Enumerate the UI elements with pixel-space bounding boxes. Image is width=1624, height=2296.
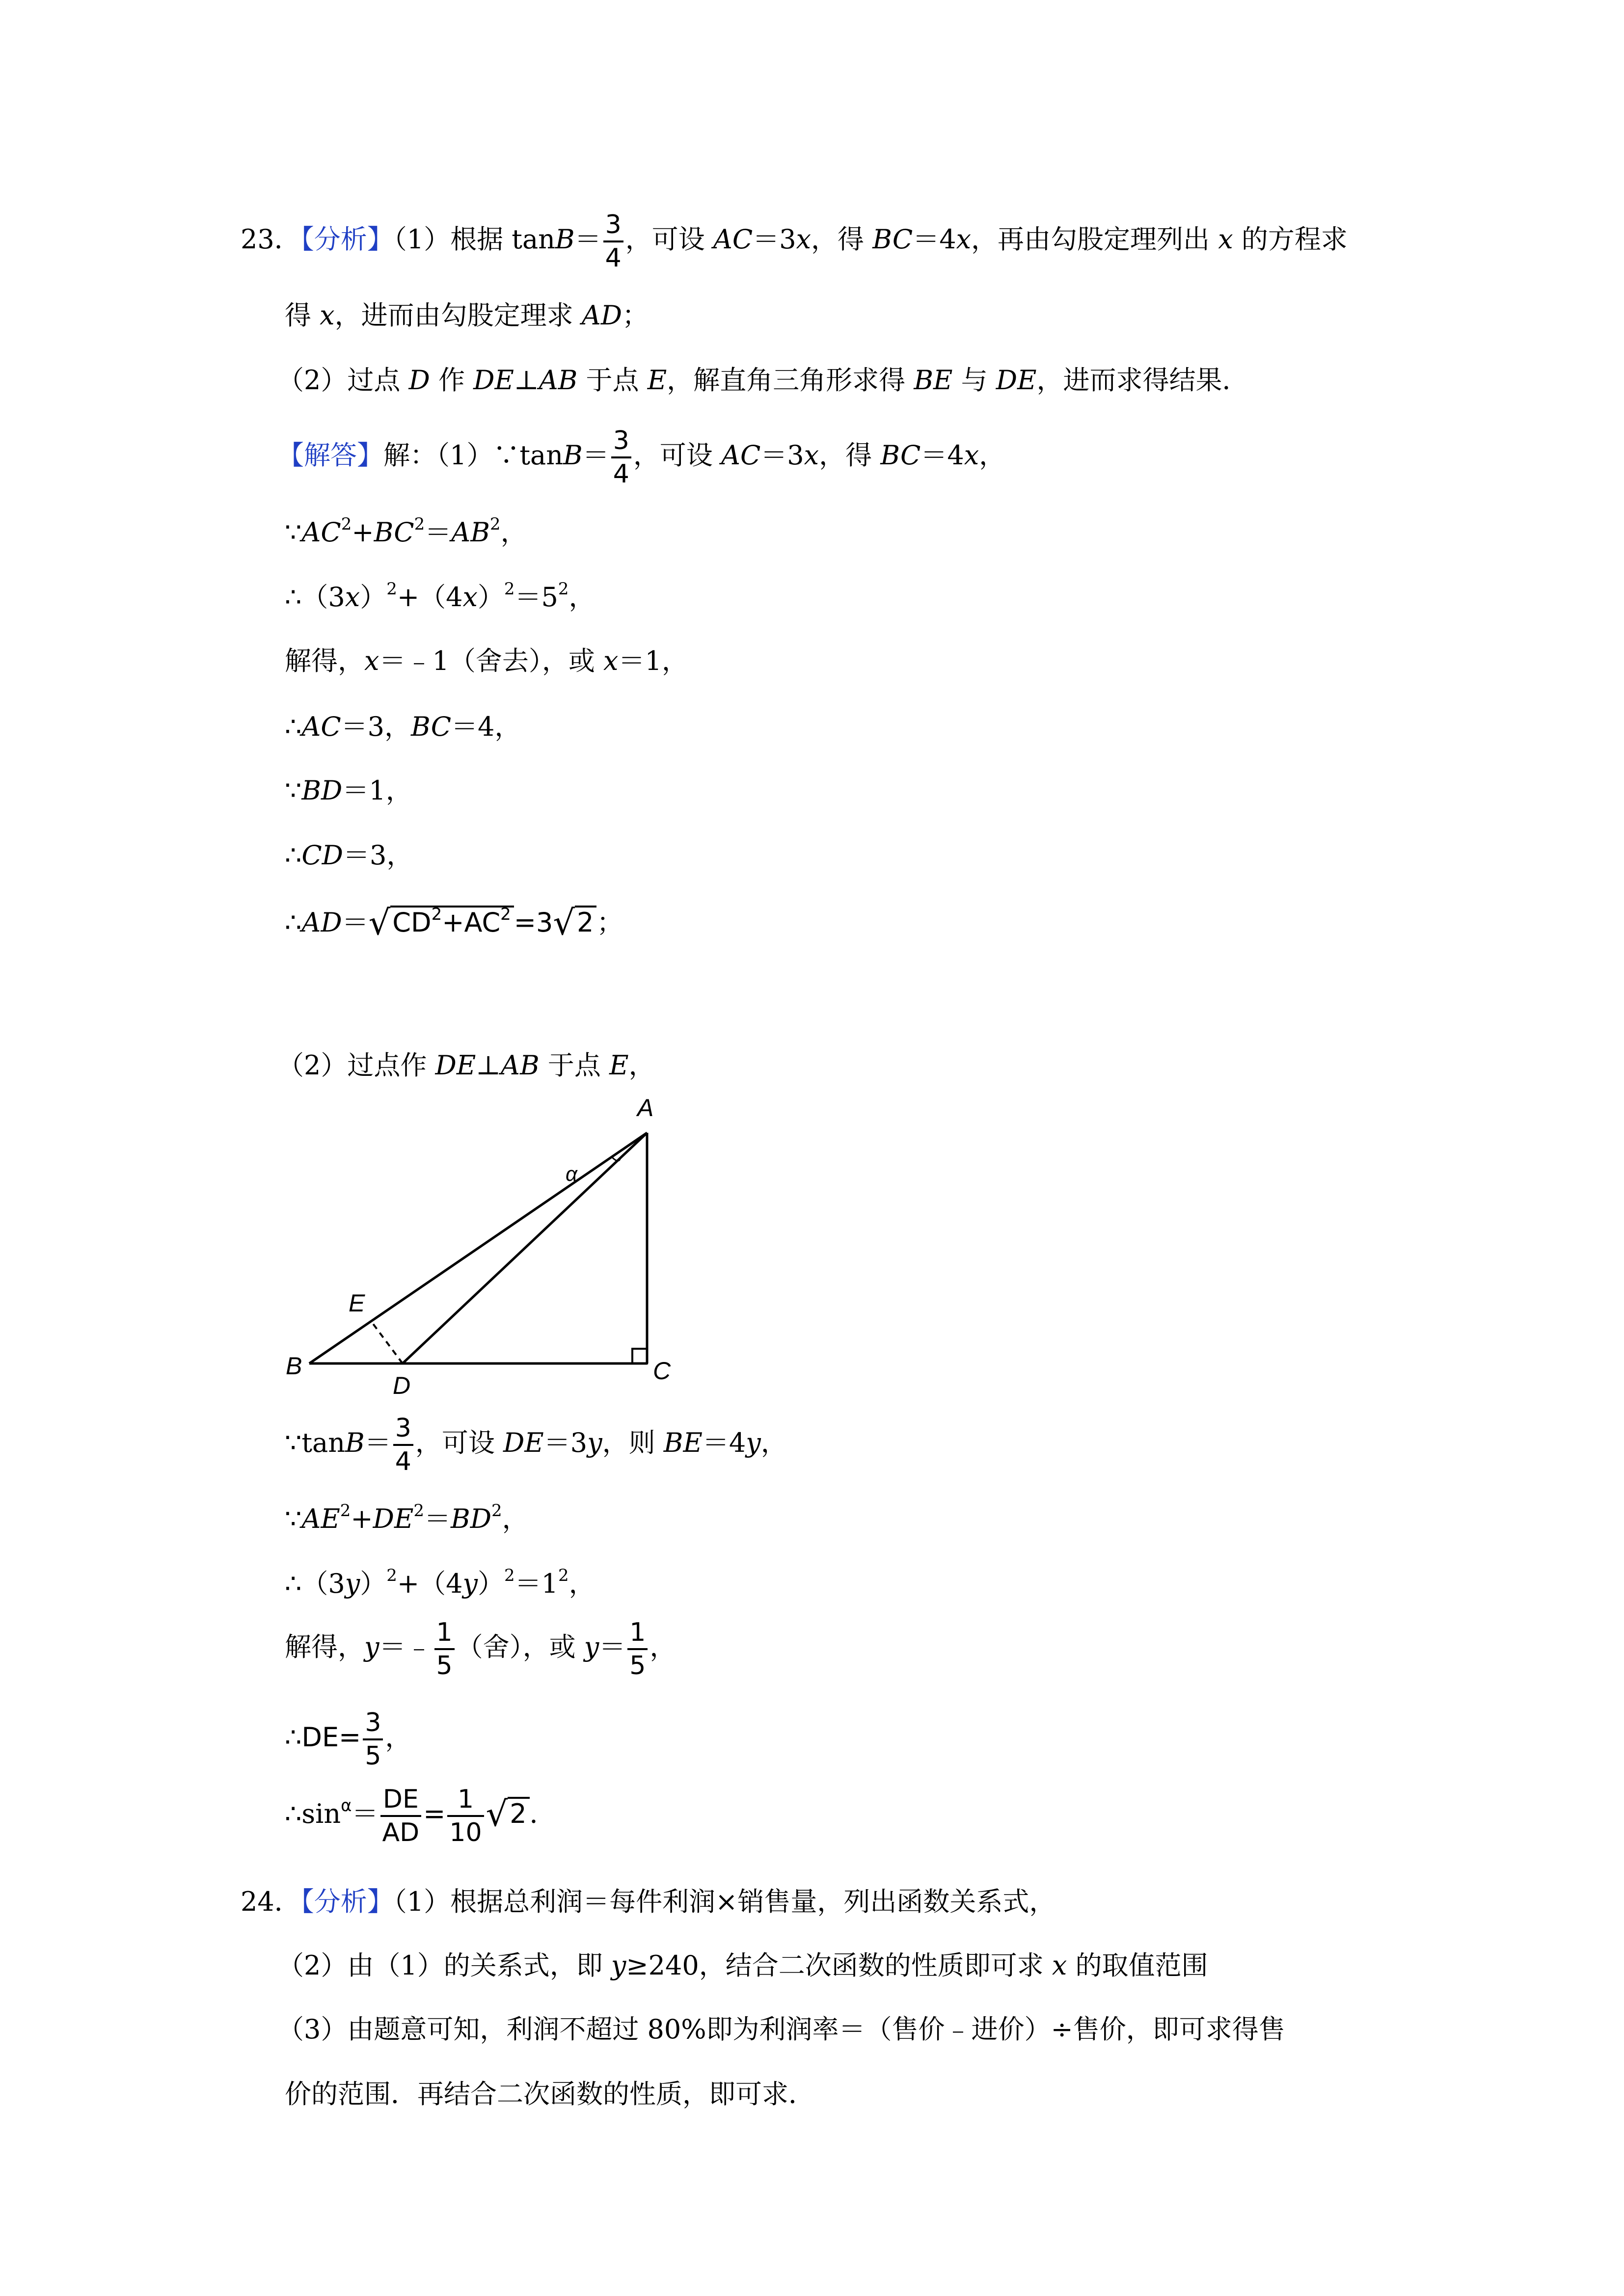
q23-analysis-line-2: 得 x，进而由勾股定理求 AD； [285, 300, 649, 331]
side-ab [309, 1133, 647, 1363]
answer-tag: 【解答】 [277, 440, 383, 471]
q23-analysis-line-1: 23．【分析】（1）根据 tanB＝ $\frac{3}{4}$ ，可设 AC＝3x，得 BC＝4x，再由勾股定理列出 x 的方程求 [241, 210, 1348, 273]
analysis-tag: 【分析】 [300, 1886, 394, 1917]
q24-analysis-line-4: 价的范围．再结合二次函数的性质，即可求． [285, 2079, 815, 2109]
step-solve-y: 解得，y＝﹣ $\frac{1}{5}$ （舍），或 y＝ $\frac{1}{5}$ ， [285, 1618, 677, 1681]
radicand: $CD^2+AC^2$ [390, 906, 514, 936]
step-sin-alpha: $\therefore\sin^\alpha=$ $\frac{DE}{AD}$ = $\frac{1}{10}$ √2 ． [285, 1785, 556, 1847]
q23-answer-line-1: 【解答】解：（1）∵tanB＝ $\frac{3}{4}$ ，可设 AC＝3x，得 BC＝4x， [277, 426, 1006, 489]
q23-analysis-line-3: （2）过点 D 作 DE⊥AB 于点 E，解直角三角形求得 BE 与 DE，进而求得结果． [277, 365, 1249, 396]
q24-analysis-line-1: 24．【分析】（1）根据总利润＝每件利润×销售量，列出函数关系式， [241, 1886, 1056, 1917]
step-tan-b-2: ∵tanB＝ $\frac{3}{4}$ ，可设 DE＝3y，则 BE＝4y， [285, 1414, 787, 1476]
question-number: 24． [241, 1886, 301, 1917]
label-alpha: α [566, 1162, 577, 1185]
step-bd: ∵BD＝1， [285, 775, 412, 806]
segment-ad [403, 1133, 647, 1363]
radical-sign: √ [368, 903, 391, 943]
step-cd: ∴CD＝3， [285, 840, 413, 871]
label-d: D [393, 1372, 411, 1399]
step-solve-x: 解得，x＝﹣1（舍去），或 x＝1， [285, 645, 688, 676]
part2-heading: （2）过点作 DE⊥AB 于点 E， [277, 1050, 655, 1081]
step-ac-bc: ∴AC＝3，BC＝4， [285, 711, 521, 742]
q24-analysis-line-2: （2）由（1）的关系式，即 y≥240，结合二次函数的性质即可求 x 的取值范围 [277, 1950, 1208, 1981]
question-number: 23． [241, 224, 301, 255]
fraction-3-4: $\frac{3}{4}$ [611, 428, 631, 487]
label-b: B [286, 1352, 302, 1380]
step-ad: $\therefore AD=√CD^2+AC^2 =3√2$ ； [285, 903, 623, 943]
label-a: A [637, 1094, 654, 1121]
step-pythagoras: $\because AC^2+BC^2=AB^2$， [285, 514, 527, 548]
triangle-figure [275, 1085, 707, 1399]
segment-de [371, 1321, 403, 1363]
step-de: ∴DE= $\frac{3}{5}$ ， [285, 1708, 412, 1771]
right-angle-mark [632, 1349, 647, 1363]
q24-analysis-line-3: （3）由题意可知，利润不超过 80%即为利润率＝（售价﹣进价）÷售价，即可求得售 [277, 2014, 1285, 2045]
label-c: C [653, 1357, 671, 1385]
step-pythagoras-2: $\because AE^2+DE^2=BD^2$， [285, 1501, 529, 1534]
step-equation-2: $\therefore(3y)^2+(4y)^2=1^2$， [285, 1566, 595, 1599]
analysis-tag: 【分析】 [300, 224, 394, 255]
label-e: E [349, 1289, 365, 1317]
step-equation: $\therefore(3x)^2+(4x)^2=5^2$， [285, 579, 595, 613]
fraction-3-4: $\frac{3}{4}$ [603, 212, 623, 271]
